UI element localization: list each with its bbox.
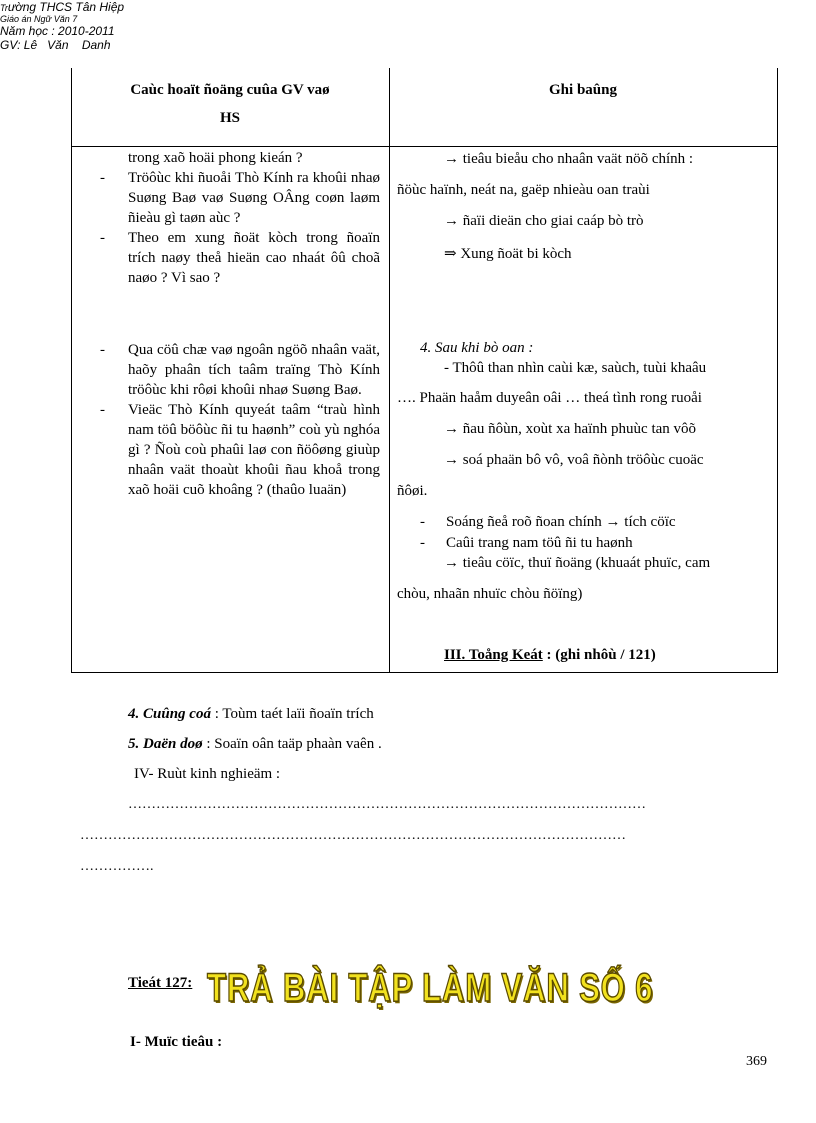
col2-header: Ghi baûng [549, 82, 617, 98]
header-teacher: GV: Lê Văn Danh [0, 38, 111, 52]
summary-note: : (ghi nhôù / 121) [542, 647, 656, 663]
right-line-2: ñöùc haïnh, neát na, gaëp nhieàu oan traùi [397, 182, 650, 198]
header-plan: Giáo án Ngữ Văn 7 [0, 14, 78, 24]
right-line-1: → tieâu bieåu cho nhaân vaät nöõ chính : [444, 151, 694, 167]
col1-header-line1: Caùc hoaït ñoäng cuûa GV vaø [130, 82, 330, 98]
left-question-group-1 [100, 168, 380, 288]
right-section-4: 4. Sau khi bò oan : [420, 340, 534, 356]
right-line-9: ñôøi. [397, 483, 428, 499]
right-item-2 [420, 535, 633, 552]
table-left-border [71, 68, 72, 672]
table-right-border [777, 68, 778, 672]
right-line-3: → ñaïi dieän cho giai caáp bò trò [444, 213, 644, 229]
right-item-1-text: Soáng ñeå roõ ñoan chính → tích cöïc [446, 514, 676, 530]
table-bottom-border [71, 672, 778, 673]
lesson-title: TRẢ BÀI TẬP LÀM VĂN SỐ 6 [207, 966, 654, 1010]
item-5-label: 5. Daën doø [128, 736, 203, 752]
item-4 [128, 706, 374, 723]
right-line-7: → ñau ñôùn, xoùt xa haïnh phuùc tan vôõ [444, 421, 697, 437]
dash: - [420, 535, 425, 551]
dotted-line-2: ……………………………………………………………………………………………………… [80, 828, 626, 843]
summary-heading: III. Toång Keát [444, 647, 543, 663]
dash: - [420, 514, 425, 530]
right-item-1 [420, 514, 676, 531]
table-column-divider [389, 68, 390, 672]
list-item: - Theo em xung ñoät kòch trong ñoaïn trích naøy theå hieän cao nhaát ôû choã naøo ? Vì sao ? [100, 230, 380, 286]
table-header-divider [71, 146, 778, 147]
list-item: - Tröôùc khi ñuoåi Thò Kính ra khoûi nhaø Suøng Baø vaø Suøng OÂng coøn laøm ñieàu gì taøn aùc ? [100, 170, 380, 226]
item-4-text: : Toùm taét laïi ñoaïn trích [210, 706, 374, 722]
dotted-line-1: ………………………………………………………………………………………………… [128, 797, 646, 812]
right-line-5: - Thôû than nhìn caùi kæ, saùch, tuùi khaâu [444, 360, 707, 376]
section-iv: IV- Ruùt kinh nghieäm : [134, 766, 281, 782]
header-school-name: ường THCS Tân Hiệp [7, 0, 125, 14]
right-item-2-text: Caûi trang nam töû ñi tu haønh [446, 535, 633, 551]
page-number: 369 [746, 1054, 767, 1069]
right-line-12: → tieâu cöïc, thuï ñoäng (khuaát phuïc, cam [444, 555, 711, 571]
item-5-text: : Soaïn oân taäp phaàn vaên . [202, 736, 382, 752]
left-question-group-2 [100, 340, 380, 500]
dotted-line-3: ……………. [80, 859, 154, 874]
right-line-4: ⇒ Xung ñoät bi kòch [444, 246, 572, 262]
list-item: - Qua cöû chæ vaø ngoân ngöõ nhaân vaät, haõy phaân tích taâm traïng Thò Kính tröôùc khi rôøi khoûi nhaø Suøng Baø. [100, 342, 380, 398]
header-school [0, 0, 816, 14]
section-i-heading: I- Muïc tieâu : [130, 1034, 223, 1050]
lesson-label: Tieát 127: [128, 975, 193, 991]
right-summary [444, 647, 656, 664]
left-first-line: trong xaõ hoäi phong kieán ? [128, 150, 303, 166]
header-school-prefix: Tr [0, 3, 8, 13]
list-item: - Vieäc Thò Kính quyeát taâm “traù hình nam töû böôùc ñi tu haønh” coù yù nghóa gì ? Ñoù coù phaûi laø con ñöôøng giuùp nhaân vaät thoaùt khoûi ñau khoå trong xaõ hoäi cuõ khoâng ? (thaûo luaän) [100, 402, 380, 498]
col1-header-line2: HS [219, 110, 240, 126]
right-line-6: …. Phaän haåm duyeân oâi … theá tình rong ruoåi [397, 390, 702, 406]
header-year: Năm học : 2010-2011 [0, 24, 115, 38]
right-line-13: chòu, nhaãn nhuïc chòu ñöïng) [397, 586, 583, 602]
right-line-8: → soá phaän bô vô, voâ ñònh tröôùc cuoäc [444, 452, 704, 468]
item-5 [128, 736, 382, 753]
item-4-label: 4. Cuûng coá [128, 706, 211, 722]
